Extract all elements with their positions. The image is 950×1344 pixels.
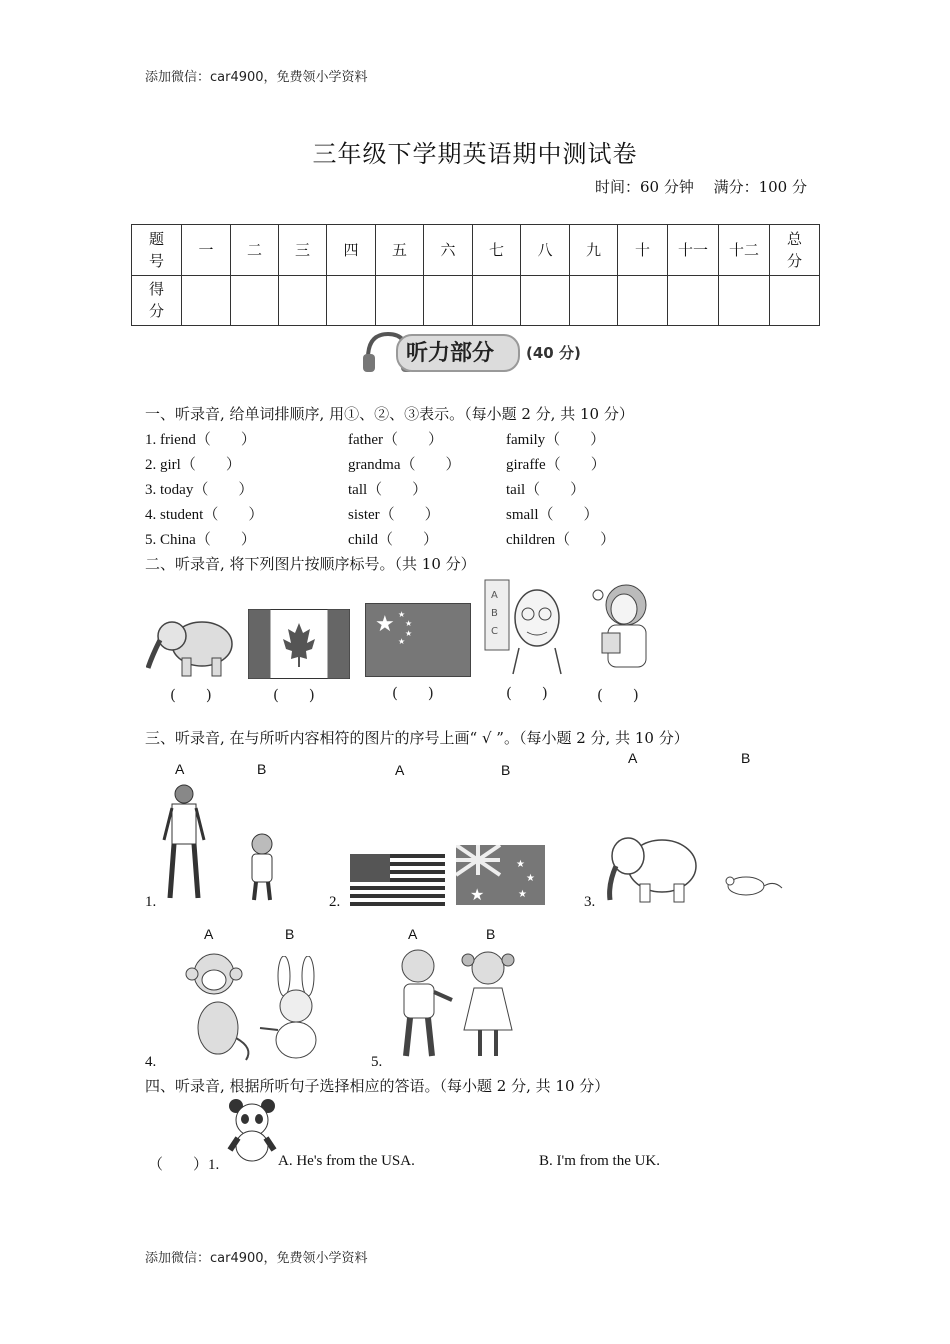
monkey-picture <box>180 948 256 1064</box>
score-cell[interactable] <box>521 275 570 326</box>
word: father <box>348 432 383 448</box>
word: grandma <box>348 457 401 473</box>
question-number: 3. <box>584 894 596 910</box>
answer-blank[interactable]: ( ) <box>392 684 434 702</box>
answer-option-b[interactable]: B. I'm from the UK. <box>539 1153 661 1169</box>
word-item <box>506 453 606 474</box>
svg-text:★: ★ <box>405 619 413 628</box>
header-cell: 一 <box>182 225 231 276</box>
score-cell[interactable] <box>719 275 770 326</box>
svg-text:★: ★ <box>405 629 413 638</box>
word-item <box>348 428 443 449</box>
header-cell: 十二 <box>719 225 770 276</box>
girl-reading-picture <box>586 579 658 675</box>
section4-heading: 四、听录音, 根据所听句子选择相应的答语。（每小题 2 分, 共 10 分） <box>145 1077 610 1095</box>
word: tail <box>506 482 526 498</box>
china-flag-picture <box>365 603 471 677</box>
exam-meta: 时间：60 分钟 满分：100 分 <box>594 178 807 196</box>
option-b-label[interactable]: B <box>741 750 751 766</box>
answer-blank[interactable]: （ ） <box>555 530 616 548</box>
section2-heading: 二、听录音, 将下列图片按顺序标号。（共 10 分） <box>145 555 476 573</box>
answer-option-a[interactable]: A. He's from the USA. <box>278 1153 415 1169</box>
australia-flag-picture <box>456 845 545 905</box>
word: 3. today <box>145 482 194 498</box>
header-cell: 六 <box>424 225 473 276</box>
svg-text:★: ★ <box>398 637 406 646</box>
word: small <box>506 507 539 523</box>
header-cell: 九 <box>570 225 618 276</box>
boy-picture <box>388 946 456 1064</box>
girl-picture <box>456 946 522 1064</box>
answer-blank[interactable]: ( ) <box>506 684 548 702</box>
score-cell[interactable] <box>279 275 327 326</box>
answer-blank[interactable]: （ ） <box>379 505 440 523</box>
short-kid-picture <box>246 832 278 902</box>
header-cell: 四 <box>327 225 376 276</box>
mouse-picture <box>716 870 784 900</box>
word-item <box>145 453 241 474</box>
word: family <box>506 432 546 448</box>
answer-blank[interactable]: （ ） <box>538 505 599 523</box>
answer-blank[interactable]: （ ） <box>195 530 256 548</box>
word-item <box>506 478 585 499</box>
score-cell[interactable] <box>182 275 231 326</box>
option-b-label[interactable]: B <box>257 761 267 777</box>
answer-blank[interactable]: （ ） <box>382 430 443 448</box>
word-item <box>145 528 256 549</box>
answer-blank[interactable]: ( ) <box>273 686 315 704</box>
section1-grid <box>145 428 665 553</box>
listening-banner <box>350 326 602 376</box>
header-note: 添加微信：car4900，免费领小学资料 <box>145 70 368 85</box>
score-cell[interactable] <box>473 275 521 326</box>
answer-blank[interactable]: （ ） <box>195 430 256 448</box>
svg-text:A: A <box>491 590 498 601</box>
header-cell: 题号 <box>132 225 182 276</box>
score-cell[interactable] <box>424 275 473 326</box>
score-cell[interactable] <box>618 275 668 326</box>
canada-flag-picture <box>248 609 350 679</box>
word: 1. friend <box>145 432 196 448</box>
word-item <box>145 428 256 449</box>
question-prefix[interactable]: （ ）1. <box>148 1157 220 1173</box>
score-cell[interactable] <box>668 275 719 326</box>
question-number: 5. <box>371 1054 383 1070</box>
banner-points: (40 分) <box>526 344 581 362</box>
word: giraffe <box>506 457 546 473</box>
svg-text:C: C <box>491 626 498 637</box>
answer-blank[interactable]: （ ） <box>378 530 439 548</box>
question-number: 4. <box>145 1054 157 1070</box>
tall-man-picture <box>160 782 210 902</box>
option-a-label[interactable]: A <box>175 761 185 777</box>
answer-blank[interactable]: （ ） <box>545 455 606 473</box>
score-header-row <box>132 225 820 276</box>
word: children <box>506 532 556 548</box>
answer-blank[interactable]: （ ） <box>180 455 241 473</box>
answer-blank[interactable]: （ ） <box>367 480 428 498</box>
svg-text:★: ★ <box>526 873 535 884</box>
banner-title: 听力部分 <box>406 341 495 366</box>
header-cell: 五 <box>376 225 424 276</box>
word-item <box>348 528 438 549</box>
answer-blank[interactable]: （ ） <box>525 480 586 498</box>
word: child <box>348 532 378 548</box>
usa-flag-picture <box>350 854 445 906</box>
answer-blank[interactable]: ( ) <box>170 686 212 704</box>
answer-blank[interactable]: （ ） <box>203 505 264 523</box>
score-cell[interactable] <box>570 275 618 326</box>
score-entry-row <box>132 275 820 326</box>
big-elephant-picture <box>600 826 702 906</box>
header-cell: 七 <box>473 225 521 276</box>
word-item <box>145 478 253 499</box>
score-row-label: 得分 <box>132 275 182 326</box>
rabbit-picture <box>254 956 336 1062</box>
section3-heading: 三、听录音, 在与所听内容相符的图片的序号上画“ √ ”。（每小题 2 分, 共 10 分） <box>145 729 689 747</box>
word-item <box>348 478 427 499</box>
word-item <box>506 528 615 549</box>
svg-text:★: ★ <box>398 610 406 619</box>
word-item <box>506 428 605 449</box>
score-table <box>131 224 820 326</box>
answer-blank[interactable]: （ ） <box>400 455 461 473</box>
svg-text:★: ★ <box>375 612 395 637</box>
header-cell: 十一 <box>668 225 719 276</box>
word-item <box>145 503 263 524</box>
answer-blank[interactable]: ( ) <box>597 686 639 704</box>
svg-text:★: ★ <box>518 889 527 900</box>
header-cell: 二 <box>231 225 279 276</box>
page-title: 三年级下学期英语期中测试卷 <box>312 140 638 168</box>
option-a-label[interactable]: A <box>408 926 418 942</box>
option-a-label[interactable]: A <box>395 762 405 778</box>
header-cell: 三 <box>279 225 327 276</box>
header-cell: 八 <box>521 225 570 276</box>
word: sister <box>348 507 380 523</box>
question-number: 1. <box>145 894 157 910</box>
option-b-label[interactable]: B <box>486 926 496 942</box>
svg-text:★: ★ <box>516 859 525 870</box>
word-item <box>348 453 461 474</box>
word-item <box>506 503 599 524</box>
answer-blank[interactable]: （ ） <box>193 480 254 498</box>
footer-note: 添加微信：car4900，免费领小学资料 <box>145 1251 368 1266</box>
panda-picture <box>226 1098 278 1164</box>
word: 4. student <box>145 507 204 523</box>
score-cell[interactable] <box>770 275 820 326</box>
word: 5. China <box>145 532 196 548</box>
word: tall <box>348 482 368 498</box>
header-cell: 总分 <box>770 225 820 276</box>
score-cell[interactable] <box>231 275 279 326</box>
option-b-label[interactable]: B <box>285 926 295 942</box>
word-item <box>348 503 440 524</box>
header-cell: 十 <box>618 225 668 276</box>
elephant-picture <box>146 606 238 680</box>
score-cell[interactable] <box>376 275 424 326</box>
teacher-picture <box>483 578 573 678</box>
question-number: 2. <box>329 894 341 910</box>
svg-text:B: B <box>491 608 498 619</box>
option-a-label[interactable]: A <box>628 750 638 766</box>
option-b-label[interactable]: B <box>501 762 511 778</box>
svg-text:★: ★ <box>470 885 485 904</box>
score-cell[interactable] <box>327 275 376 326</box>
word: 2. girl <box>145 457 181 473</box>
answer-blank[interactable]: （ ） <box>545 430 606 448</box>
section1-heading: 一、听录音, 给单词排顺序, 用①、②、③表示。（每小题 2 分, 共 10 分） <box>145 405 634 423</box>
option-a-label[interactable]: A <box>204 926 214 942</box>
